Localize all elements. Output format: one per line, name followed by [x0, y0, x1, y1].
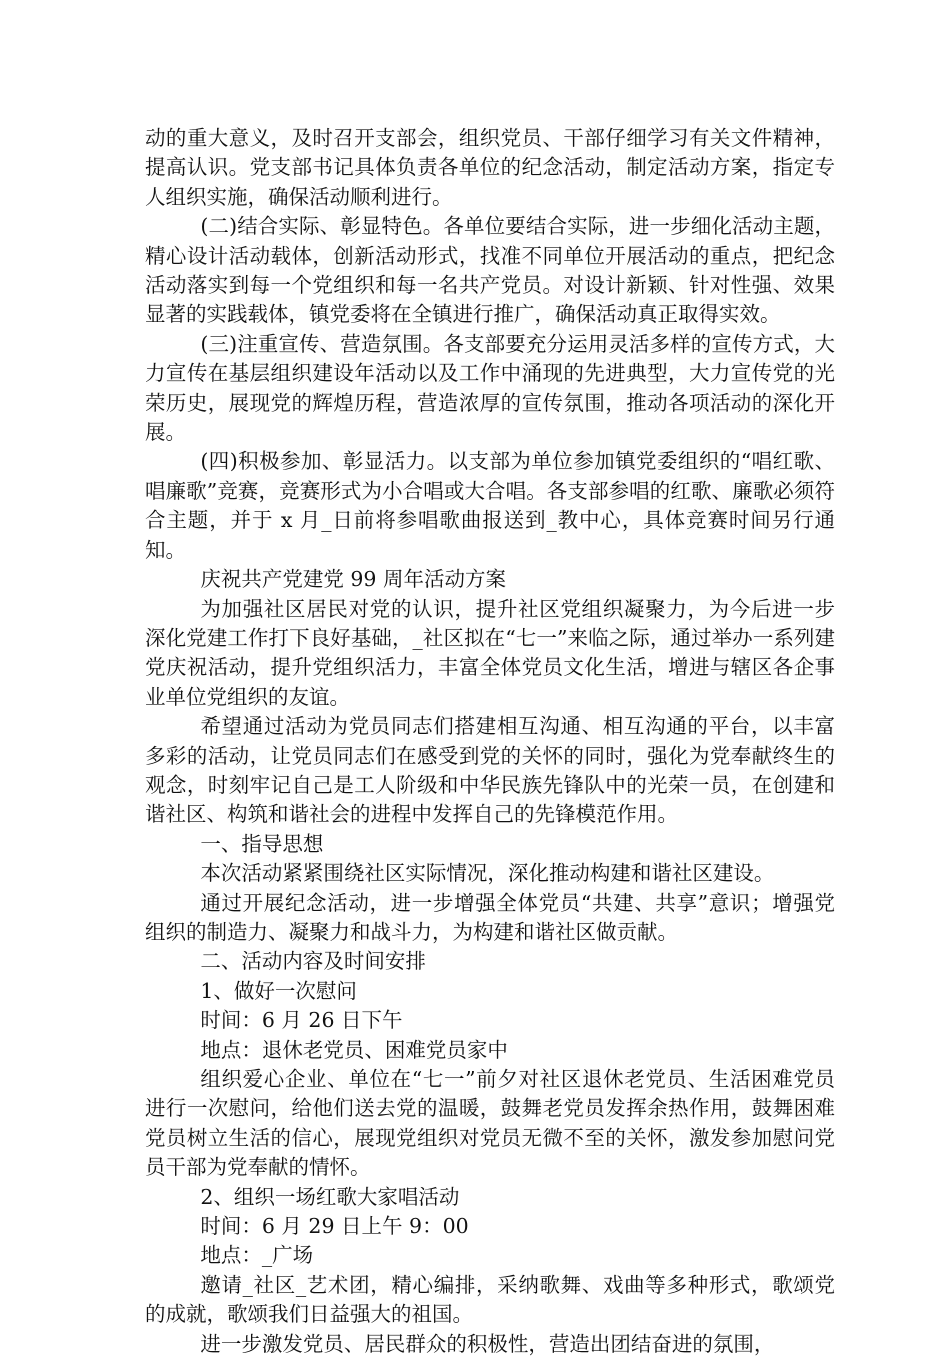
paragraph: 动的重大意义，及时召开支部会，组织党员、干部仔细学习有关文件精神，提高认识。党支部书记具体负责各单位的纪念活动，制定活动方案，指定专人组织实施，确保活动顺利进行。 [145, 126, 835, 209]
subheading-visit: 1、做好一次慰问 [200, 978, 357, 1003]
subheading-red-song: 2、组织一场红歌大家唱活动 [200, 1184, 460, 1209]
location-line: 地点：_广场 [200, 1243, 314, 1268]
section-title: 庆祝共产党建党 99 周年活动方案 [200, 567, 506, 592]
paragraph: (三)注重宣传、营造氛围。各支部要充分运用灵活多样的宣传方式，大力宣传在基层组织建设年活动以及工作中涌现的先进典型，大力宣传党的光荣历史，展现党的辉煌历程，营造浓厚的宣传氛围，推动各项活动的深化开展。 [145, 331, 835, 445]
time-line: 时间：6 月 29 日上午 9：00 [200, 1214, 469, 1239]
paragraph: 进一步激发党员、居民群众的积极性，营造出团结奋进的氛围， [200, 1331, 775, 1356]
paragraph: 邀请_社区_艺术团，精心编排，采纳歌舞、戏曲等多种形式，歌颂党的成就，歌颂我们日益强大的祖国。 [145, 1272, 835, 1327]
paragraph: 本次活动紧紧围绕社区实际情况，深化推动构建和谐社区建设。 [200, 861, 775, 886]
time-line: 时间：6 月 26 日下午 [200, 1008, 403, 1033]
heading-activity-content: 二、活动内容及时间安排 [200, 949, 426, 974]
paragraph: 组织爱心企业、单位在“七一”前夕对社区退休老党员、生活困难党员进行一次慰问，给他们送去党的温暖，鼓舞老党员发挥余热作用，鼓舞困难党员树立生活的信心，展现党组织对党员无微不至的关怀，激发参加慰问党员干部为党奉献的情怀。 [145, 1067, 835, 1180]
paragraph: 为加强社区居民对党的认识，提升社区党组织凝聚力，为今后进一步深化党建工作打下良好基础，_社区拟在“七一”来临之际，通过举办一系列建党庆祝活动，提升党组织活力，丰富全体党员文化生活，增进与辖区各企事业单位党组织的友谊。 [145, 596, 835, 709]
paragraph: (四)积极参加、彰显活力。以支部为单位参加镇党委组织的“唱红歌、唱廉歌”竞赛，竞赛形式为小合唱或大合唱。各支部参唱的红歌、廉歌必须符合主题，并于 x 月_日前将参唱歌曲报送到_教中心，具体竞赛时间另行通知。 [145, 449, 835, 562]
document-body [145, 124, 835, 1359]
paragraph: 希望通过活动为党员同志们搭建相互沟通、相互沟通的平台，以丰富多彩的活动，让党员同志们在感受到党的关怀的同时，强化为党奉献终生的观念，时刻牢记自己是工人阶级和中华民族先锋队中的光荣一员，在创建和谐社区、构筑和谐社会的进程中发挥自己的先锋模范作用。 [145, 714, 835, 827]
heading-guiding-ideology: 一、指导思想 [200, 831, 324, 856]
paragraph: 通过开展纪念活动，进一步增强全体党员“共建、共享”意识；增强党组织的制造力、凝聚力和战斗力，为构建和谐社区做贡献。 [145, 890, 835, 944]
location-line: 地点：退休老党员、困难党员家中 [200, 1037, 508, 1062]
paragraph: (二)结合实际、彰显特色。各单位要结合实际，进一步细化活动主题，精心设计活动载体，创新活动形式，找准不同单位开展活动的重点，把纪念活动落实到每一个党组织和每一名共产党员。对设计新颖、针对性强、效果显著的实践载体，镇党委将在全镇进行推广，确保活动真正取得实效。 [145, 214, 835, 327]
